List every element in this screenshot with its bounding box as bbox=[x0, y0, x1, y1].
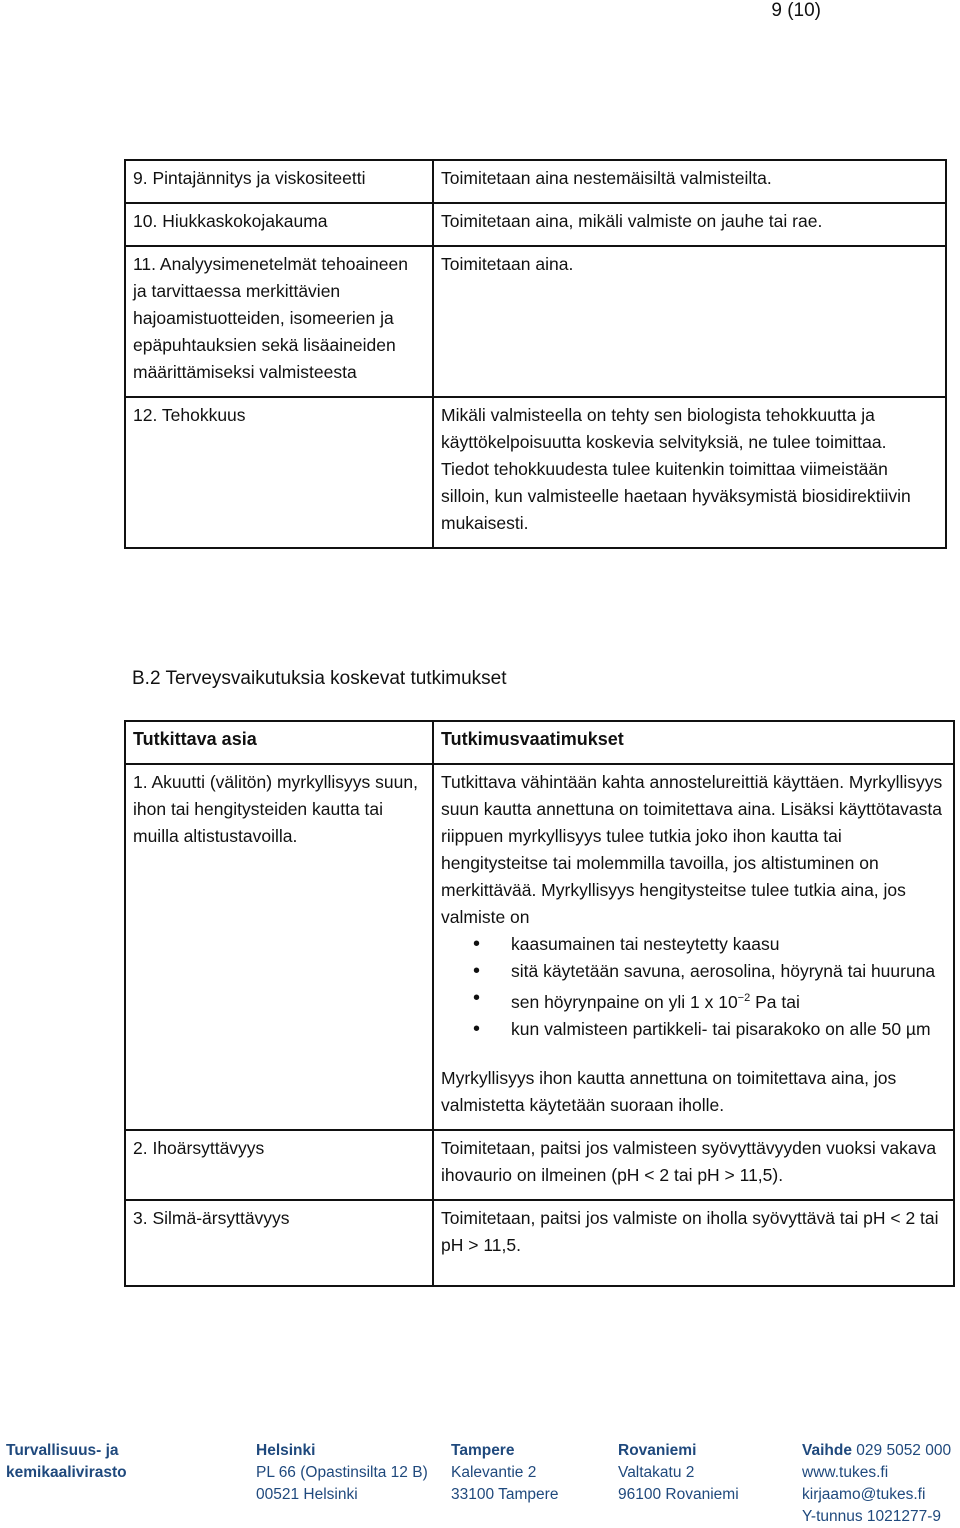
website-link[interactable]: www.tukes.fi bbox=[802, 1464, 889, 1481]
office-address: Valtakatu 2 bbox=[618, 1464, 695, 1481]
header-requirement: Tutkimusvaatimukset bbox=[433, 721, 954, 764]
phone-number: 029 5052 000 bbox=[856, 1442, 952, 1459]
requirement-text: Tutkittava vähintään kahta annostelureittiä käyttäen. Myrkyllisyys suun kautta annettuna on toimitettava aina. Lisäksi käyttötavasta riippuen myrkyllisyys tulee tutkia joko ihon kautta tai hengitysteitse tai molemmilla tavoilla, jos altistuminen on merkittävää. Myrkyllisyys hengitysteitse tulee tutkia aina, jos valmiste on bbox=[441, 772, 943, 927]
footer-helsinki bbox=[256, 1440, 428, 1506]
header-subject: Tutkittava asia bbox=[125, 721, 433, 764]
business-id: Y-tunnus 1021277-9 bbox=[802, 1508, 942, 1525]
footer-org bbox=[6, 1440, 127, 1484]
vapor-pressure-text: sen höyrynpaine on yli 1 x 10 bbox=[511, 991, 738, 1012]
table-row bbox=[125, 203, 946, 246]
list-item: • kun valmisteen partikkeli- tai pisarakoko on alle 50 µm bbox=[511, 1016, 946, 1043]
office-title: Helsinki bbox=[256, 1442, 316, 1459]
requirements-table-2 bbox=[124, 720, 955, 1287]
table-row bbox=[125, 160, 946, 203]
page-number: 9 (10) bbox=[771, 0, 821, 21]
requirement-cell: Toimitetaan, paitsi jos valmisteen syövyttävyyden vuoksi vakava ihovaurio on ilmeinen (pH < 2 tai pH > 11,5). bbox=[433, 1130, 954, 1200]
list-item bbox=[511, 985, 946, 1016]
subject-cell: 9. Pintajännitys ja viskositeetti bbox=[125, 160, 433, 203]
requirement-cell: Toimitetaan, paitsi jos valmiste on iholla syövyttävä tai pH < 2 tai pH > 11,5. bbox=[433, 1200, 954, 1286]
office-title: Tampere bbox=[451, 1442, 515, 1459]
table-header-row bbox=[125, 721, 954, 764]
requirement-text-2: Myrkyllisyys ihon kautta annettuna on toimitettava aina, jos valmistetta käytetään suoraan iholle. bbox=[441, 1067, 897, 1115]
bullet-list bbox=[441, 931, 946, 1043]
table-row bbox=[125, 1200, 954, 1286]
email-link[interactable]: kirjaamo@tukes.fi bbox=[802, 1486, 926, 1503]
subject-cell: 3. Silmä-ärsyttävyys bbox=[125, 1200, 433, 1286]
section-title: B.2 Terveysvaikutuksia koskevat tutkimukset bbox=[132, 668, 507, 689]
exponent: −2 bbox=[737, 992, 751, 1004]
subject-cell: 2. Ihoärsyttävyys bbox=[125, 1130, 433, 1200]
footer-tampere bbox=[451, 1440, 558, 1506]
list-item: • kaasumainen tai nesteytetty kaasu bbox=[511, 931, 946, 958]
requirement-cell bbox=[433, 764, 954, 1130]
subject-cell: 12. Tehokkuus bbox=[125, 397, 433, 548]
footer-contact bbox=[802, 1440, 951, 1528]
org-name-line2: kemikaalivirasto bbox=[6, 1464, 127, 1481]
subject-cell: 10. Hiukkaskokojakauma bbox=[125, 203, 433, 246]
office-title: Rovaniemi bbox=[618, 1442, 697, 1459]
office-postcode: 00521 Helsinki bbox=[256, 1486, 358, 1503]
table-row bbox=[125, 246, 946, 397]
subject-cell: 11. Analyysimenetelmät tehoaineen ja tarvittaessa merkittävien hajoamistuotteiden, isomeerien ja epäpuhtauksien sekä lisäaineiden määrittämiseksi valmisteesta bbox=[125, 246, 433, 397]
subject-cell: 1. Akuutti (välitön) myrkyllisyys suun, ihon tai hengitysteiden kautta tai muilla altistustavoilla. bbox=[125, 764, 433, 1130]
requirement-cell: Mikäli valmisteella on tehty sen biologista tehokkuutta ja käyttökelpoisuutta koskevia selvityksiä, ne tulee toimittaa. Tiedot tehokkuudesta tulee kuitenkin toimittaa viimeistään silloin, kun valmisteelle haetaan hyväksymistä biosidirektiivin mukaisesti. bbox=[433, 397, 946, 548]
table-row bbox=[125, 397, 946, 548]
office-postcode: 96100 Rovaniemi bbox=[618, 1486, 739, 1503]
office-address: Kalevantie 2 bbox=[451, 1464, 537, 1481]
phone-label: Vaihde bbox=[802, 1442, 852, 1459]
footer-rovaniemi bbox=[618, 1440, 739, 1506]
requirements-table-1 bbox=[124, 159, 947, 549]
table-row bbox=[125, 764, 954, 1130]
list-item: • sitä käytetään savuna, aerosolina, höyrynä tai huuruna bbox=[511, 958, 946, 985]
requirement-cell: Toimitetaan aina nestemäisiltä valmisteilta. bbox=[433, 160, 946, 203]
org-name-line1: Turvallisuus- ja bbox=[6, 1442, 119, 1459]
requirement-cell: Toimitetaan aina. bbox=[433, 246, 946, 397]
office-address: PL 66 (Opastinsilta 12 B) bbox=[256, 1464, 428, 1481]
vapor-pressure-unit: Pa tai bbox=[750, 991, 800, 1012]
requirement-cell: Toimitetaan aina, mikäli valmiste on jauhe tai rae. bbox=[433, 203, 946, 246]
table-row bbox=[125, 1130, 954, 1200]
office-postcode: 33100 Tampere bbox=[451, 1486, 559, 1503]
